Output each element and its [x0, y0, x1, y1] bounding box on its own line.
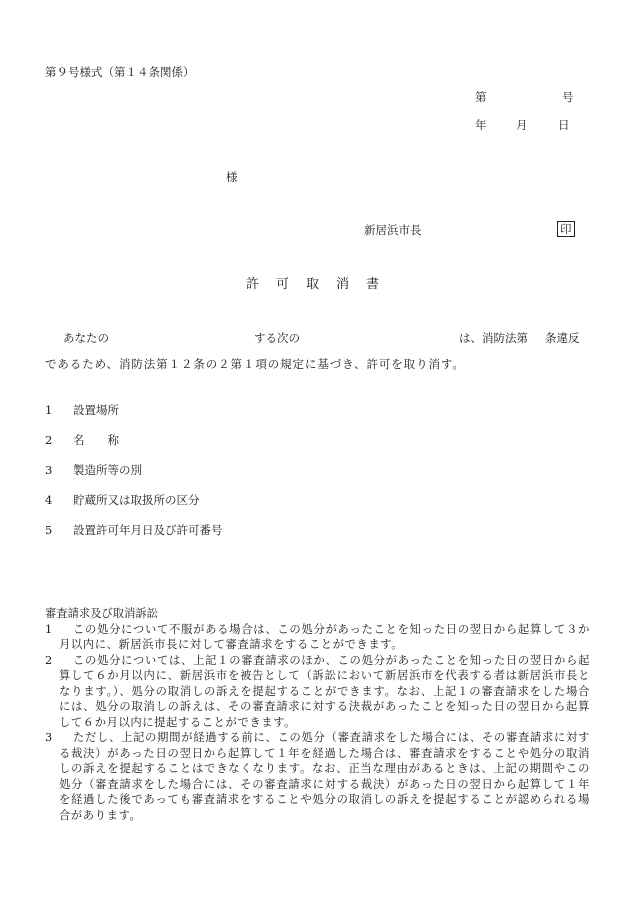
appeal-note [45, 653, 590, 731]
issuer-name: 新居浜市長 [364, 223, 422, 237]
item-number: 1 [45, 403, 53, 417]
list-item [45, 432, 119, 448]
list-item [45, 402, 119, 418]
appeal-note-text: ただし、上記の期間が経過する前に、この処分（審査請求をした場合には、その審査請求に対する裁決）があった日の翌日から起算して１年を経過した場合は、審査請求をすることや処分の取消しの訴えを提起することはできなくなります。なお、正当な理由があるときは、上記の期間やこの処分（審査請求をした場合には、その審査請求に対する裁決）があった日の翌日から起算して１年を経過した後であっても審査請求をすることや処分の取消しの訴えを提起することが認められる場合があります。 [59, 731, 590, 822]
appeal-notice [45, 606, 590, 823]
appeal-note-text: この処分については、上記１の審査請求のほか、この処分があったことを知った日の翌日から起算して６か月以内に、新居浜市を被告として（訴訟において新居浜市を代表する者は新居浜市長となります。）、処分の取消しの訴えを提起することができます。なお、上記１の審査請求をした場合には、処分の取消しの訴えは、その審査請求に対する決裁があったことを知った日の翌日から起算して６か月以内に提起することができます。 [59, 653, 590, 729]
item-label: 設置場所 [73, 403, 119, 417]
item-label: 製造所等の別 [73, 463, 142, 477]
list-item [45, 492, 200, 508]
item-label: 名 称 [73, 433, 119, 447]
list-item [45, 462, 142, 478]
body-line2: であるため、消防法第１２条の２第１項の規定に基づき、許可を取り消す。 [45, 357, 465, 371]
appeal-note [45, 730, 590, 823]
appeal-notice-title: 審査請求及び取消訴訟 [45, 607, 158, 620]
appeal-note-text: この処分について不服がある場合は、この処分があったことを知った日の翌日から起算して３か月以内に、新居浜市長に対して審査請求をすることができます。 [59, 622, 590, 651]
appeal-note-number: 3 [45, 731, 53, 744]
body-part4: 条違反 [545, 331, 580, 345]
item-number: 2 [45, 433, 53, 447]
document-title: 許 可 取 消 書 [246, 277, 382, 292]
body-part1: あなたの [63, 331, 109, 345]
item-label: 貯蔵所又は取扱所の区分 [73, 493, 200, 507]
document-number-prefix: 第 [475, 90, 487, 104]
document-number-suffix: 号 [562, 90, 574, 104]
item-label: 設置許可年月日及び許可番号 [73, 523, 223, 537]
body-part2: する次の [254, 331, 300, 345]
item-number: 3 [45, 463, 53, 477]
seal-label: 印 [557, 221, 575, 237]
appeal-note-number: 2 [45, 653, 53, 667]
body-part3: は、消防法第 [459, 331, 528, 345]
date-year: 年 [475, 118, 487, 132]
addressee-suffix: 様 [226, 170, 238, 184]
date-day: 日 [558, 118, 570, 132]
item-number: 4 [45, 493, 53, 507]
seal-mark [557, 221, 575, 237]
date-month: 月 [516, 118, 528, 132]
appeal-note [45, 622, 590, 653]
appeal-note-number: 1 [45, 622, 53, 636]
item-number: 5 [45, 523, 53, 537]
form-label: 第９号様式（第１４条関係） [45, 65, 195, 79]
list-item [45, 522, 223, 538]
